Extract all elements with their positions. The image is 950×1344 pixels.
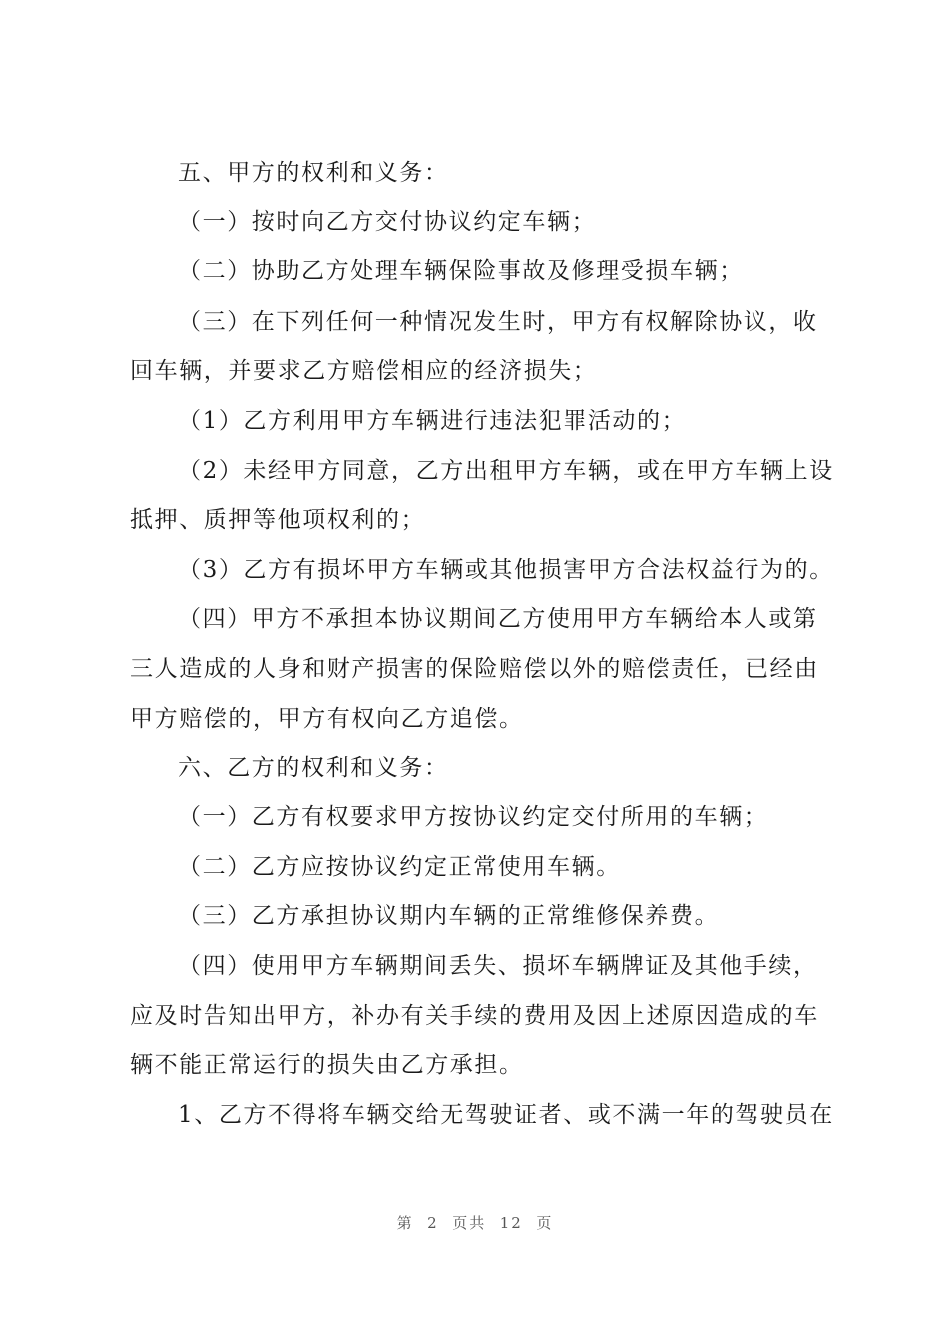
section-heading: 六、乙方的权利和义务： [178,755,449,781]
paragraph-line: （3）乙方有损坏甲方车辆或其他损害甲方合法权益行为的。 [178,557,834,583]
page-footer: 第 2 页共 12 页 [396,1214,554,1232]
paragraph-line: （一）按时向乙方交付协议约定车辆； [178,209,597,235]
section-heading: 五、甲方的权利和义务： [178,160,449,186]
paragraph-line: （1）乙方利用甲方车辆进行违法犯罪活动的； [178,408,687,434]
paragraph-line: 抵押、质押等他项权利的； [130,507,426,533]
paragraph-line: 辆不能正常运行的损失由乙方承担。 [130,1052,524,1078]
paragraph-line: 回车辆，并要求乙方赔偿相应的经济损失； [130,358,598,384]
paragraph-line: （二）乙方应按协议约定正常使用车辆。 [178,854,621,880]
paragraph-line: （三）在下列任何一种情况发生时，甲方有权解除协议，收 [178,309,818,335]
paragraph-line: （四）使用甲方车辆期间丢失、损坏车辆牌证及其他手续， [178,953,818,979]
paragraph-line: 三人造成的人身和财产损害的保险赔偿以外的赔偿责任，已经由 [130,656,819,682]
paragraph-line: （四）甲方不承担本协议期间乙方使用甲方车辆给本人或第 [178,606,818,632]
paragraph-line: （二）协助乙方处理车辆保险事故及修理受损车辆； [178,258,744,284]
paragraph-line: 应及时告知出甲方，补办有关手续的费用及因上述原因造成的车 [130,1003,819,1029]
paragraph-line: （一）乙方有权要求甲方按协议约定交付所用的车辆； [178,804,769,830]
paragraph-line: （三）乙方承担协议期内车辆的正常维修保养费。 [178,903,720,929]
paragraph-line: 甲方赔偿的，甲方有权向乙方追偿。 [130,706,524,732]
paragraph-line: （2）未经甲方同意，乙方出租甲方车辆，或在甲方车辆上设 [178,458,834,484]
paragraph-line: 1、乙方不得将车辆交给无驾驶证者、或不满一年的驾驶员在 [178,1102,834,1128]
